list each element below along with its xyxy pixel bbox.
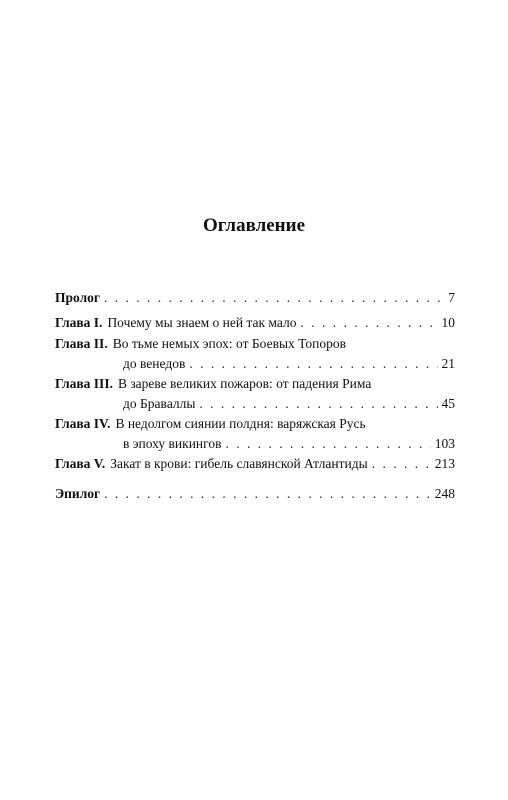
dot-leader <box>189 354 437 374</box>
entry-label: Пролог <box>55 290 101 305</box>
page-number: 213 <box>434 456 455 471</box>
entry-title: Закат в крови: гибель славянской Атлантиды <box>110 456 368 471</box>
dot-leader <box>104 484 431 504</box>
page-number: 10 <box>441 315 455 330</box>
dot-leader <box>300 313 437 333</box>
entry-label: Глава V. <box>55 456 106 471</box>
entry-title-continued: в эпоху викингов <box>123 436 222 451</box>
entry-title: В недолгом сиянии полдня: варяжская Русь <box>115 416 366 431</box>
page-title: Оглавление <box>202 215 306 236</box>
entry-label: Глава II. <box>55 336 108 351</box>
entry-title: Во тьме немых эпох: от Боевых Топоров <box>112 336 346 351</box>
entry-title: В зареве великих пожаров: от падения Рима <box>117 376 372 391</box>
entry-title-continued: до Бравaллы <box>123 396 196 411</box>
dot-leader <box>372 454 431 474</box>
dot-leader <box>225 434 430 454</box>
toc-entry-chapter-4[interactable] <box>55 414 455 454</box>
entry-label: Эпилог <box>55 486 101 501</box>
entry-label: Глава IV. <box>55 416 111 431</box>
entry-label: Глава I. <box>55 315 103 330</box>
page-number: 21 <box>441 356 455 371</box>
page-number: 248 <box>434 486 455 501</box>
page-number: 7 <box>448 290 455 305</box>
toc-entry-chapter-3[interactable] <box>55 374 455 414</box>
entry-title-continued: до венедов <box>123 356 186 371</box>
entry-title: Почему мы знаем о ней так мало <box>107 315 297 330</box>
entry-label: Глава III. <box>55 376 113 391</box>
dot-leader <box>199 394 437 414</box>
toc-entry-chapter-2[interactable] <box>55 334 455 374</box>
dot-leader <box>104 288 444 308</box>
toc-entry-chapter-1[interactable] <box>55 313 455 333</box>
toc-entry-chapter-5[interactable] <box>55 454 455 474</box>
toc-entry-prologue[interactable] <box>55 288 455 308</box>
page-number: 45 <box>441 396 455 411</box>
toc-entry-epilogue[interactable] <box>55 484 455 504</box>
page-number: 103 <box>434 436 455 451</box>
